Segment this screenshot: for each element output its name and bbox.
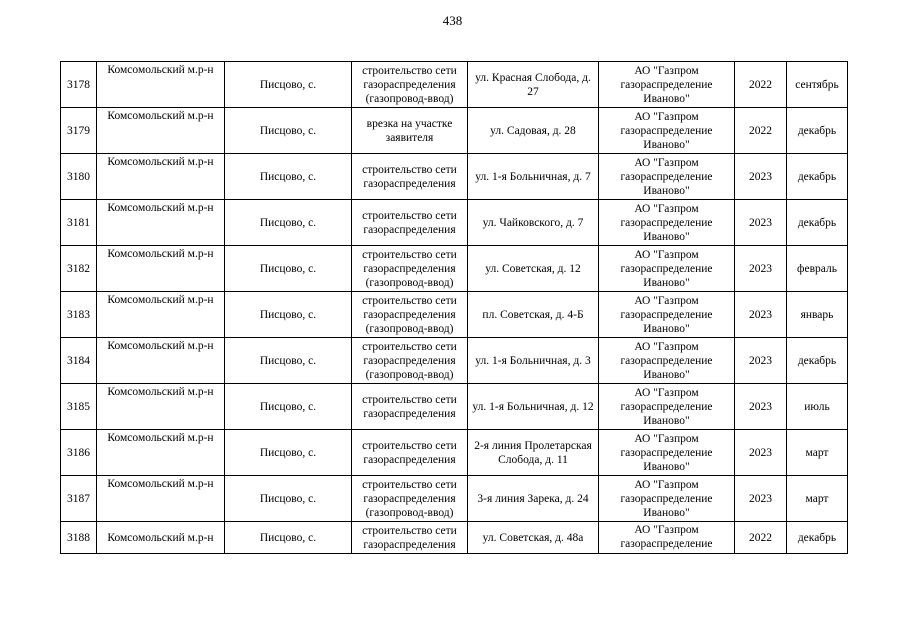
month-cell: февраль — [787, 246, 848, 292]
locality-cell: Писцово, с. — [225, 522, 352, 554]
work-type-cell: строительство сети газораспределения — [352, 154, 468, 200]
page-number: 438 — [442, 13, 463, 28]
month-cell: декабрь — [787, 522, 848, 554]
work-type-cell: строительство сети газораспределения (газопровод-ввод) — [352, 292, 468, 338]
row-number: 3188 — [61, 522, 97, 554]
organization-cell: АО "Газпром газораспределение — [599, 522, 735, 554]
table-row — [61, 246, 848, 292]
locality-cell: Писцово, с. — [225, 62, 352, 108]
month-cell: январь — [787, 292, 848, 338]
locality-cell: Писцово, с. — [225, 200, 352, 246]
district-cell: Комсомольский м.р-н — [97, 384, 225, 430]
year-cell: 2023 — [735, 430, 787, 476]
row-number: 3183 — [61, 292, 97, 338]
address-cell: ул. Красная Слобода, д. 27 — [468, 62, 599, 108]
organization-cell: АО "Газпром газораспределение Иваново" — [599, 108, 735, 154]
gas-connection-table — [60, 61, 848, 554]
month-cell: декабрь — [787, 154, 848, 200]
year-cell: 2023 — [735, 338, 787, 384]
year-cell: 2022 — [735, 108, 787, 154]
district-cell: Комсомольский м.р-н — [97, 338, 225, 384]
work-type-cell: строительство сети газораспределения — [352, 430, 468, 476]
address-cell: 2-я линия Пролетарская Слобода, д. 11 — [468, 430, 599, 476]
month-cell: декабрь — [787, 200, 848, 246]
district-cell: Комсомольский м.р-н — [97, 154, 225, 200]
year-cell: 2022 — [735, 522, 787, 554]
organization-cell: АО "Газпром газораспределение Иваново" — [599, 384, 735, 430]
row-number: 3178 — [61, 62, 97, 108]
organization-cell: АО "Газпром газораспределение Иваново" — [599, 292, 735, 338]
year-cell: 2023 — [735, 246, 787, 292]
organization-cell: АО "Газпром газораспределение Иваново" — [599, 62, 735, 108]
address-cell: ул. Советская, д. 12 — [468, 246, 599, 292]
table-row — [61, 292, 848, 338]
locality-cell: Писцово, с. — [225, 430, 352, 476]
locality-cell: Писцово, с. — [225, 246, 352, 292]
district-cell: Комсомольский м.р-н — [97, 246, 225, 292]
table-row — [61, 108, 848, 154]
address-cell: пл. Советская, д. 4-Б — [468, 292, 599, 338]
work-type-cell: строительство сети газораспределения — [352, 522, 468, 554]
address-cell: ул. Чайковского, д. 7 — [468, 200, 599, 246]
work-type-cell: строительство сети газораспределения (газопровод-ввод) — [352, 62, 468, 108]
district-cell: Комсомольский м.р-н — [97, 108, 225, 154]
district-cell: Комсомольский м.р-н — [97, 62, 225, 108]
district-cell: Комсомольский м.р-н — [97, 476, 225, 522]
year-cell: 2022 — [735, 62, 787, 108]
locality-cell: Писцово, с. — [225, 476, 352, 522]
row-number: 3184 — [61, 338, 97, 384]
month-cell: июль — [787, 384, 848, 430]
address-cell: ул. 1-я Больничная, д. 3 — [468, 338, 599, 384]
year-cell: 2023 — [735, 200, 787, 246]
year-cell: 2023 — [735, 476, 787, 522]
table-row — [61, 62, 848, 108]
year-cell: 2023 — [735, 384, 787, 430]
month-cell: декабрь — [787, 338, 848, 384]
district-cell: Комсомольский м.р-н — [97, 430, 225, 476]
work-type-cell: врезка на участке заявителя — [352, 108, 468, 154]
table-row — [61, 154, 848, 200]
year-cell: 2023 — [735, 292, 787, 338]
district-cell: Комсомольский м.р-н — [97, 522, 225, 554]
table-row — [61, 430, 848, 476]
table-body — [61, 62, 848, 554]
address-cell: ул. 1-я Больничная, д. 7 — [468, 154, 599, 200]
district-cell: Комсомольский м.р-н — [97, 292, 225, 338]
work-type-cell: строительство сети газораспределения (газопровод-ввод) — [352, 476, 468, 522]
district-cell: Комсомольский м.р-н — [97, 200, 225, 246]
address-cell: ул. 1-я Больничная, д. 12 — [468, 384, 599, 430]
row-number: 3181 — [61, 200, 97, 246]
locality-cell: Писцово, с. — [225, 154, 352, 200]
month-cell: март — [787, 430, 848, 476]
month-cell: март — [787, 476, 848, 522]
row-number: 3182 — [61, 246, 97, 292]
work-type-cell: строительство сети газораспределения — [352, 384, 468, 430]
organization-cell: АО "Газпром газораспределение Иваново" — [599, 430, 735, 476]
locality-cell: Писцово, с. — [225, 338, 352, 384]
address-cell: ул. Садовая, д. 28 — [468, 108, 599, 154]
address-cell: 3-я линия Зарека, д. 24 — [468, 476, 599, 522]
table-row — [61, 384, 848, 430]
row-number: 3186 — [61, 430, 97, 476]
organization-cell: АО "Газпром газораспределение Иваново" — [599, 200, 735, 246]
work-type-cell: строительство сети газораспределения — [352, 200, 468, 246]
row-number: 3179 — [61, 108, 97, 154]
address-cell: ул. Советская, д. 48а — [468, 522, 599, 554]
month-cell: декабрь — [787, 108, 848, 154]
organization-cell: АО "Газпром газораспределение Иваново" — [599, 154, 735, 200]
locality-cell: Писцово, с. — [225, 292, 352, 338]
row-number: 3180 — [61, 154, 97, 200]
organization-cell: АО "Газпром газораспределение Иваново" — [599, 338, 735, 384]
table-row — [61, 522, 848, 554]
work-type-cell: строительство сети газораспределения (газопровод-ввод) — [352, 246, 468, 292]
organization-cell: АО "Газпром газораспределение Иваново" — [599, 246, 735, 292]
row-number: 3187 — [61, 476, 97, 522]
table-row — [61, 476, 848, 522]
table-row — [61, 200, 848, 246]
month-cell: сентябрь — [787, 62, 848, 108]
work-type-cell: строительство сети газораспределения (газопровод-ввод) — [352, 338, 468, 384]
table-row — [61, 338, 848, 384]
row-number: 3185 — [61, 384, 97, 430]
locality-cell: Писцово, с. — [225, 108, 352, 154]
year-cell: 2023 — [735, 154, 787, 200]
organization-cell: АО "Газпром газораспределение Иваново" — [599, 476, 735, 522]
locality-cell: Писцово, с. — [225, 384, 352, 430]
